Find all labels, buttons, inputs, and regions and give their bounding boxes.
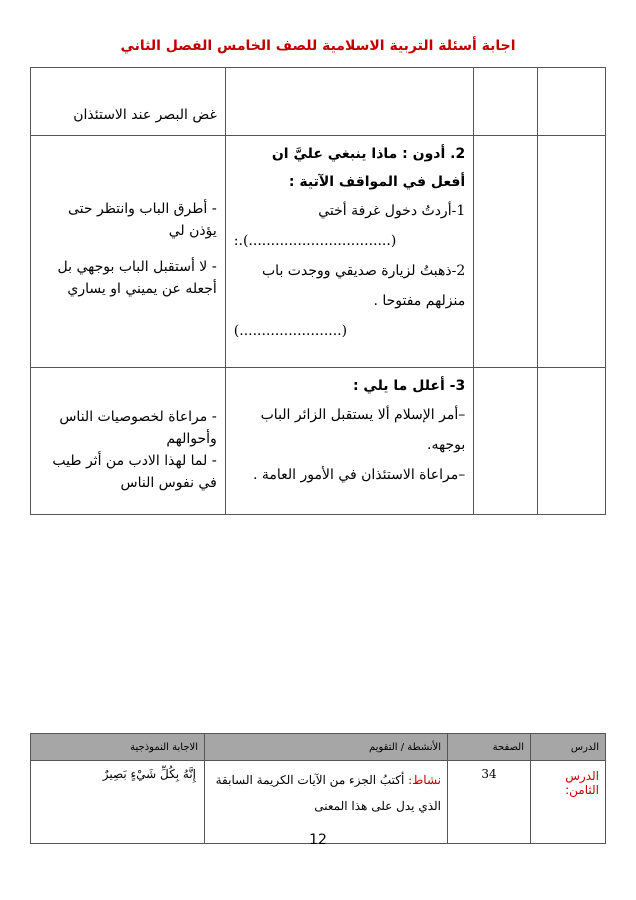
question-item: 2-ذهبتُ لزيارة صديقي ووجدت باب منزلهم مفتوحا . [262,263,466,309]
table-row [31,136,606,368]
empty-cell [474,136,538,368]
question-heading: 3- أعلل ما يلي : [352,378,466,394]
page-number: 12 [309,832,327,848]
activity-text: أكتبُ الجزء من الآيات الكريمة السابقة الذي يدل على هذا المعنى [215,773,441,813]
empty-cell [538,68,606,136]
question-item: –أمر الإسلام ألا يستقبل الزائر الباب بوجهه. [260,407,466,453]
header-model-answer: الاجابة النموذجية [31,734,205,761]
answer-blank: (.......................) [233,323,348,339]
empty-cell [538,368,606,515]
answer-text: - أطرق الباب وانتظر حتى يؤذن لي [67,201,217,239]
question-heading: 2. أدون : ماذا ينبغي عليَّ ان أفعل في المواقف الآتية : [271,146,466,190]
answer-text: - لما لهذا الادب من أثر طيب في نفوس الناس [52,453,217,491]
table-header-row [31,734,606,761]
question-cell [225,136,473,368]
table-row [31,68,606,136]
header-activities: الأنشطة / التقويم [205,734,448,761]
model-answer-cell: إِنَّهُ بِكُلِّ شَيْءٍ بَصِيرٌ [31,761,205,844]
answers-table [30,67,606,515]
question-item: –مراعاة الاستئذان في الأمور العامة . [252,467,466,483]
empty-cell [538,136,606,368]
header-lesson: الدرس [531,734,606,761]
empty-cell [474,68,538,136]
empty-cell [474,368,538,515]
answer-cell [31,136,226,368]
header-page: الصفحة [448,734,531,761]
table-row [31,368,606,515]
lesson-table [30,733,606,844]
answer-cell [31,68,226,136]
question-item: 1-أردتُ دخول غرفة أختي [318,203,466,219]
answer-blank: :.(................................) [233,233,397,249]
question-cell [225,68,473,136]
page-cell: 34 [448,761,531,844]
activity-label: نشاط: [408,773,441,787]
answer-text: - مراعاة لخصوصيات الناس وأحوالهم [59,409,217,447]
lesson-cell: الدرس الثامن: [531,761,606,844]
question-cell [225,368,473,515]
answer-text: غض البصر عند الاستئذان [73,107,217,123]
answer-cell [31,368,226,515]
answer-text: - لا أستقبل الباب بوجهي بل أجعله عن يميني او يساري [57,259,217,297]
page-title: اجابة أسئلة التربية الاسلامية للصف الخامس الفصل الثاني [120,38,516,54]
